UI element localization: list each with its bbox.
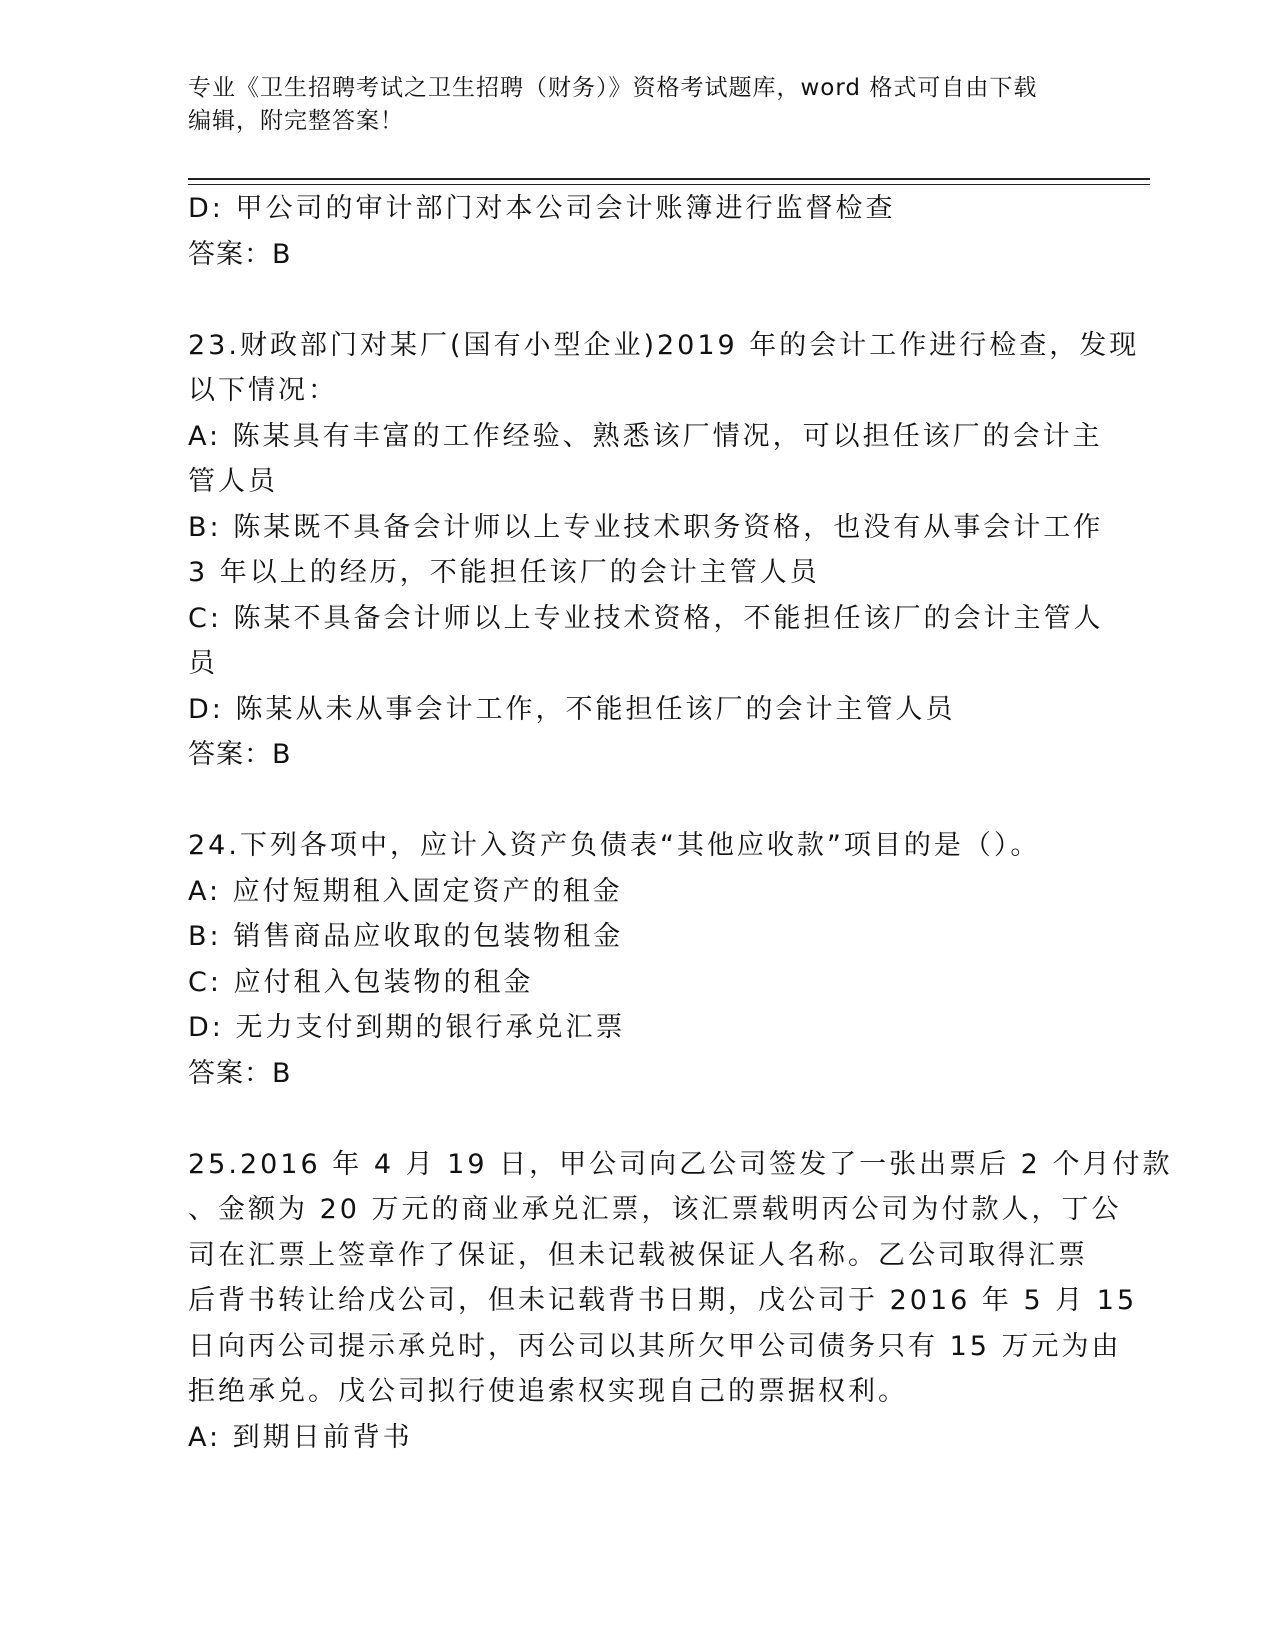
q23-option-a-line-2: 管人员 [188, 466, 278, 497]
spacer [188, 1096, 1088, 1142]
q23-option-d: D: 陈某从未从事会计工作，不能担任该厂的会计主管人员 [188, 693, 956, 725]
header-rule-thin [188, 184, 1150, 185]
document-body [188, 186, 1173, 1460]
q25-stem-line-4: 后背书转让给戊公司，但未记载背书日期，戊公司于 2016 年 5 月 15 [188, 1285, 1138, 1316]
q24-option-d: D: 无力支付到期的银行承兑汇票 [188, 1012, 626, 1043]
q25-stem-line-6: 拒绝承兑。戊公司拟行使追索权实现自己的票据权利。 [188, 1376, 908, 1407]
spacer [188, 277, 1088, 323]
q23-stem-line-2: 以下情况： [188, 375, 338, 406]
q23-option-a-line-1: A: 陈某具有丰富的工作经验、熟悉该厂情况，可以担任该厂的会计主 [188, 420, 1103, 452]
q23-answer: 答案：B [188, 739, 292, 770]
q24-stem: 24.下列各项中，应计入资产负债表“其他应收款”项目的是（）。 [188, 830, 1041, 861]
q23-stem-line-1: 23.财政部门对某厂(国有小型企业)2019 年的会计工作进行检查，发现 [188, 329, 1140, 361]
document-header [188, 72, 1068, 138]
header-line-2: 编辑，附完整答案！ [188, 108, 404, 134]
q22-answer: 答案：B [188, 238, 292, 270]
q24-option-b: B: 销售商品应收取的包装物租金 [188, 921, 624, 952]
header-rule-thick [188, 178, 1150, 180]
q25-option-a: A: 到期日前背书 [188, 1421, 413, 1453]
q25-stem-line-1: 25.2016 年 4 月 19 日，甲公司向乙公司签发了一张出票后 2 个月付款 [188, 1148, 1173, 1180]
header-line-1: 专业《卫生招聘考试之卫生招聘（财务）》资格考试题库，word 格式可自由下载 [188, 75, 1038, 101]
q23-option-b-line-2: 3 年以上的经历，不能担任该厂的会计主管人员 [188, 557, 820, 588]
q25-stem-line-5: 日向丙公司提示承兑时，丙公司以其所欠甲公司债务只有 15 万元为由 [188, 1330, 1122, 1362]
q22-option-d: D: 甲公司的审计部门对本公司会计账簿进行监督检查 [188, 193, 896, 224]
q24-option-a: A: 应付短期租入固定资产的租金 [188, 875, 623, 907]
q24-option-c: C: 应付租入包装物的租金 [188, 966, 534, 998]
q23-option-b-line-1: B: 陈某既不具备会计师以上专业技术职务资格，也没有从事会计工作 [188, 511, 1104, 543]
q24-answer: 答案：B [188, 1057, 292, 1089]
q23-option-c-line-2: 员 [188, 648, 218, 679]
q25-stem-line-2: 、金额为 20 万元的商业承兑汇票，该汇票载明丙公司为付款人，丁公 [188, 1194, 1122, 1225]
spacer [188, 778, 1088, 824]
q23-option-c-line-1: C: 陈某不具备会计师以上专业技术资格，不能担任该厂的会计主管人 [188, 602, 1104, 634]
q25-stem-line-3: 司在汇票上签章作了保证，但未记载被保证人名称。乙公司取得汇票 [188, 1239, 1088, 1271]
